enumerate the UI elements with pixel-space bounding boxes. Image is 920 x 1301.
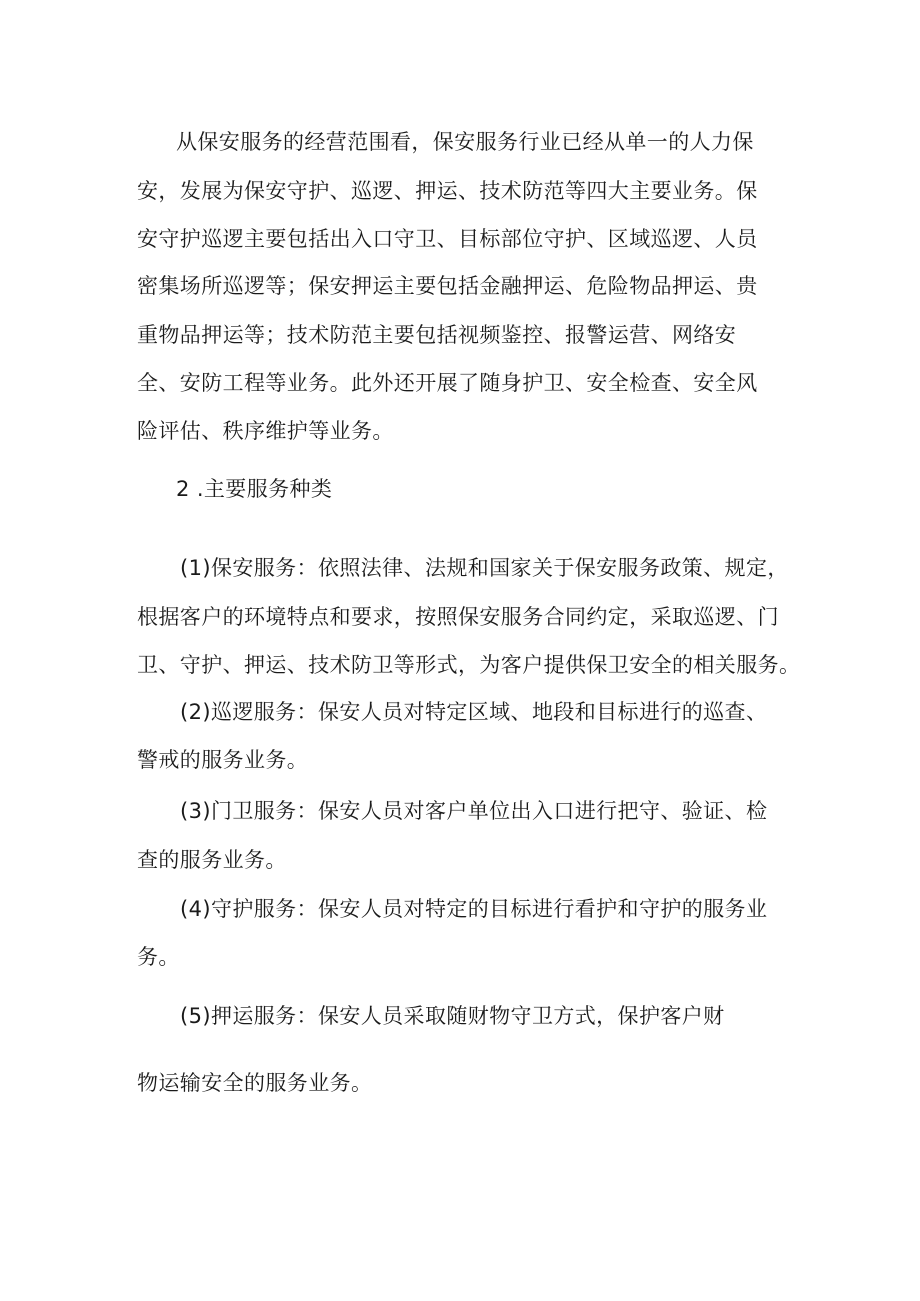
- item-1-line-3: 卫、守护、押运、技术防卫等形式，为客户提供保卫安全的相关服务。: [137, 653, 801, 677]
- item-1-line-1: (1)保安服务：依照法律、法规和国家关于保安服务政策、规定，: [180, 556, 789, 580]
- paragraph-1-line-2: 安，发展为保安守护、巡逻、押运、技术防范等四大主要业务。保: [137, 179, 758, 203]
- paragraph-1-line-3: 安守护巡逻主要包括出入口守卫、目标部位守护、区域巡逻、人员: [137, 227, 758, 251]
- item-4-line-1: (4)守护服务：保安人员对特定的目标进行看护和守护的服务业: [180, 897, 768, 921]
- paragraph-1-line-1: 从保安服务的经营范围看，保安服务行业已经从单一的人力保: [176, 130, 754, 154]
- item-1-line-2: 根据客户的环境特点和要求，按照保安服务合同约定，采取巡逻、门: [137, 605, 779, 629]
- item-4-line-2: 务。: [137, 945, 180, 969]
- item-3-line-1: (3)门卫服务：保安人员对客户单位出入口进行把守、验证、检: [180, 799, 768, 823]
- item-5-line-2: 物运输安全的服务业务。: [137, 1071, 373, 1095]
- item-2-line-1: (2)巡逻服务：保安人员对特定区域、地段和目标进行的巡查、: [180, 700, 768, 724]
- section-heading: 2 .主要服务种类: [176, 477, 333, 501]
- item-2-line-2: 警戒的服务业务。: [137, 748, 309, 772]
- paragraph-1-line-4: 密集场所巡逻等；保安押运主要包括金融押运、危险物品押运、贵: [137, 274, 758, 298]
- item-5-line-1: (5)押运服务：保安人员采取随财物守卫方式，保护客户财: [180, 1004, 725, 1028]
- item-3-line-2: 查的服务业务。: [137, 848, 287, 872]
- paragraph-1-line-7: 险评估、秩序维护等业务。: [137, 419, 394, 443]
- paragraph-1-line-5: 重物品押运等；技术防范主要包括视频鉴控、报警运营、网络安: [137, 323, 737, 347]
- paragraph-1-line-6: 全、安防工程等业务。此外还开展了随身护卫、安全检查、安全风: [137, 371, 758, 395]
